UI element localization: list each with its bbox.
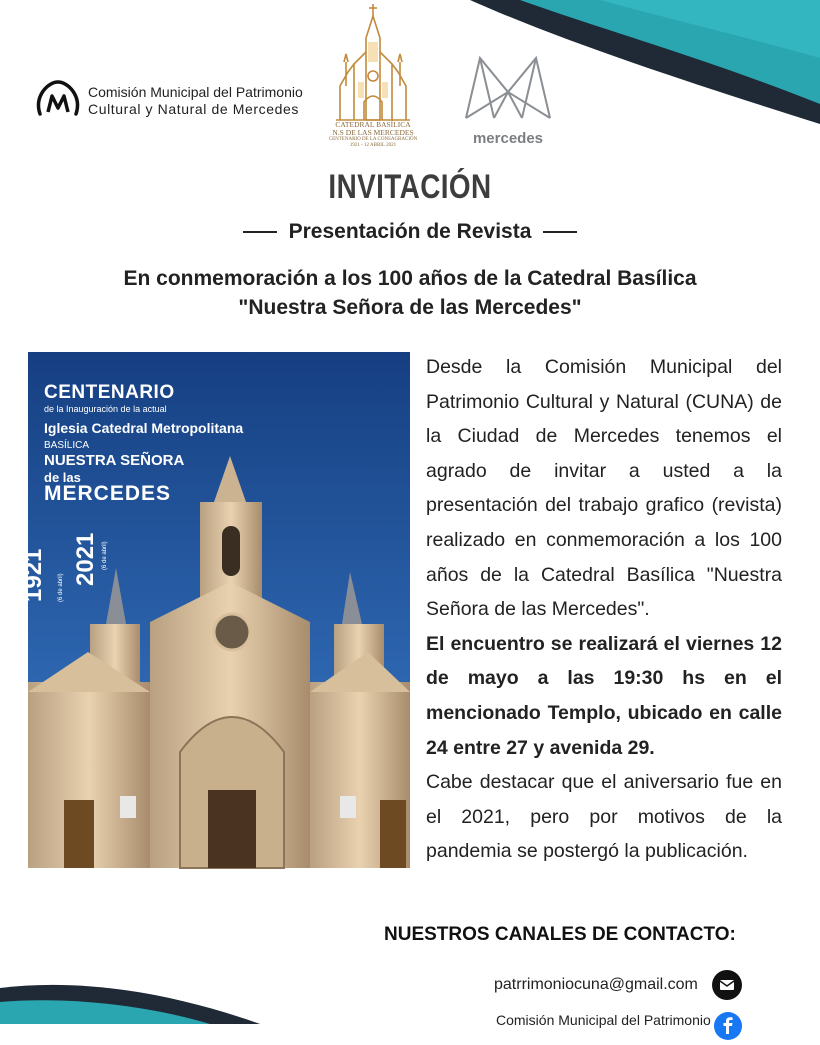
poster-year-end-sub: (6 de abril) <box>102 541 108 570</box>
subtitle-right-dash <box>543 231 577 233</box>
commission-name-line1: Comisión Municipal del Patrimonio <box>88 84 303 100</box>
body-paragraph-event: El encuentro se realizará el viernes 12 de mayo a las 19:30 hs en el mencionado Templo, ubicado en calle 24 entre 27 y avenida 29. <box>426 632 782 759</box>
commemoration-heading: En conmemoración a los 100 años de la Catedral Basílica "Nuestra Señora de las Mercedes" <box>123 267 697 319</box>
poster-line1: CENTENARIO <box>44 382 175 403</box>
poster-year-start-sub: (6 de abril) <box>58 573 64 602</box>
subtitle: Presentación de Revista <box>288 220 532 243</box>
body-paragraph-3: Cabe destacar que el aniversario fue en el 2021, pero por motivos de la pandemia se postergó la publicación. <box>426 771 782 863</box>
mail-icon[interactable] <box>712 970 742 1000</box>
poster-line3: Iglesia Catedral Metropolitana <box>44 420 244 436</box>
emblem-line1: CATEDRAL BASÍLICA <box>335 120 411 129</box>
contact-facebook[interactable]: Comisión Municipal del Patrimonio <box>496 1012 711 1028</box>
commission-logo-icon <box>34 78 82 122</box>
subtitle-row <box>0 220 820 244</box>
magazine-cover-image <box>20 352 410 868</box>
commission-name <box>88 84 303 118</box>
poster-year-start: 1921 <box>20 548 47 602</box>
body-paragraph-1: Desde la Comisión Municipal del Patrimonio Cultural y Natural (CUNA) de la Ciudad de Mercedes tenemos el agrado de invitar a usted a la presentación del trabajo grafico (revista) realizado en conmemoración a los 100 años de la Catedral Basílica "Nuestra Señora de las Mercedes". <box>426 356 782 621</box>
invitation-title: INVITACIÓN <box>328 168 492 206</box>
emblem-line2: N.S DE LAS MERCEDES <box>332 128 414 137</box>
commission-name-line2: Cultural y Natural de Mercedes <box>88 101 299 117</box>
poster-line6: de las <box>44 470 81 485</box>
cathedral-centenary-emblem <box>328 2 418 152</box>
emblem-line4: 1921 - 12 ABRIL 2021 <box>349 143 397 148</box>
contact-heading: NUESTROS CANALES DE CONTACTO: <box>384 924 736 945</box>
poster-line5: NUESTRA SEÑORA <box>44 452 185 469</box>
emblem-line3: CENTENARIO DE LA CONSAGRACIÓN <box>328 137 418 142</box>
poster-line4: BASÍLICA <box>44 440 90 451</box>
contact-email[interactable]: patrrimoniocuna@gmail.com <box>494 976 698 993</box>
mercedes-city-logo <box>460 52 556 148</box>
invitation-body <box>426 350 782 869</box>
mercedes-logo-text: mercedes <box>472 130 544 147</box>
facebook-icon[interactable] <box>714 1012 742 1040</box>
subtitle-left-dash <box>243 231 277 233</box>
cathedral-emblem-icon <box>328 2 418 122</box>
footer-wave <box>0 968 300 1024</box>
poster-line7: MERCEDES <box>44 482 172 505</box>
poster-year-end: 2021 <box>72 532 99 586</box>
mercedes-m-icon <box>460 52 556 128</box>
poster-line2: de la Inauguración de la actual <box>44 404 167 414</box>
